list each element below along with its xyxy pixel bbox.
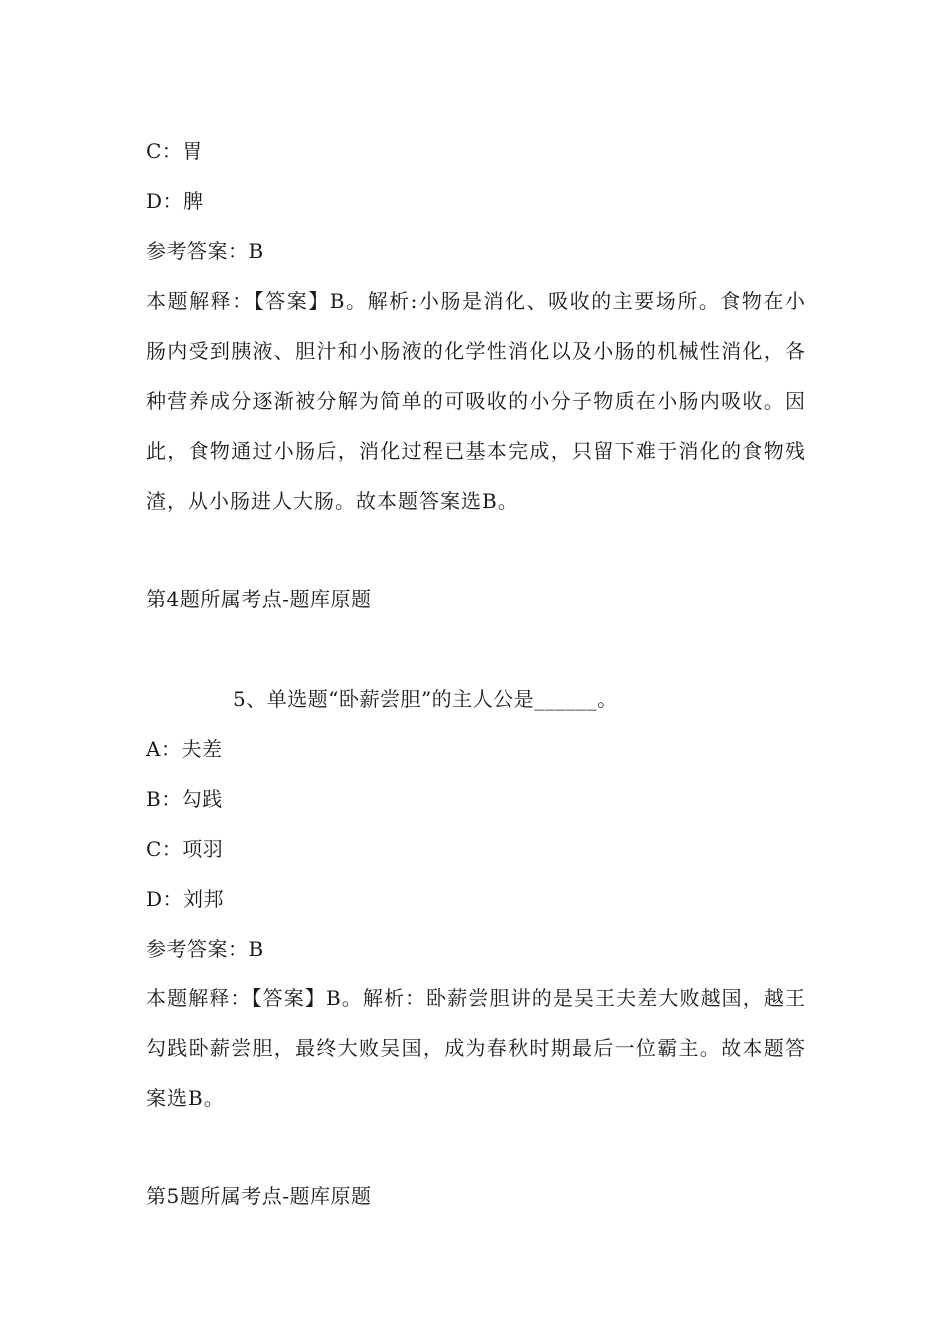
q5-question: 5、单选题“卧薪尝胆”的主人公是______。 — [233, 687, 618, 711]
q5-option-d: D：刘邦 — [146, 887, 225, 911]
q4-explanation: 本题解释：【答案】B。解析:小肠是消化、吸收的主要场所。食物在小肠内受到胰液、胆汁和小肠液的化学性消化以及小肠的机械性消化，各种营养成分逐渐被分解为简单的可吸收的小分子物质在小肠内吸收。因此，食物通过小肠后，消化过程已基本完成，只留下难于消化的食物残渣，从小肠进人大肠。故本题答案选B。 — [146, 289, 806, 513]
q5-answer: 参考答案：B — [146, 937, 264, 961]
q4-answer: 参考答案：B — [146, 239, 264, 263]
q4-option-c: C：胃 — [146, 139, 203, 163]
q5-option-c: C：项羽 — [146, 837, 224, 861]
q4-topic: 第4题所属考点-题库原题 — [146, 587, 372, 611]
q5-option-b: B：勾践 — [146, 787, 223, 811]
q5-option-a: A：夫差 — [146, 737, 223, 761]
q5-topic: 第5题所属考点-题库原题 — [146, 1184, 372, 1208]
q5-explanation: 本题解释：【答案】B。解析：卧薪尝胆讲的是吴王夫差大败越国，越王勾践卧薪尝胆，最终大败吴国，成为春秋时期最后一位霸主。故本题答案选B。 — [146, 986, 806, 1110]
q4-option-d: D：脾 — [146, 189, 204, 213]
